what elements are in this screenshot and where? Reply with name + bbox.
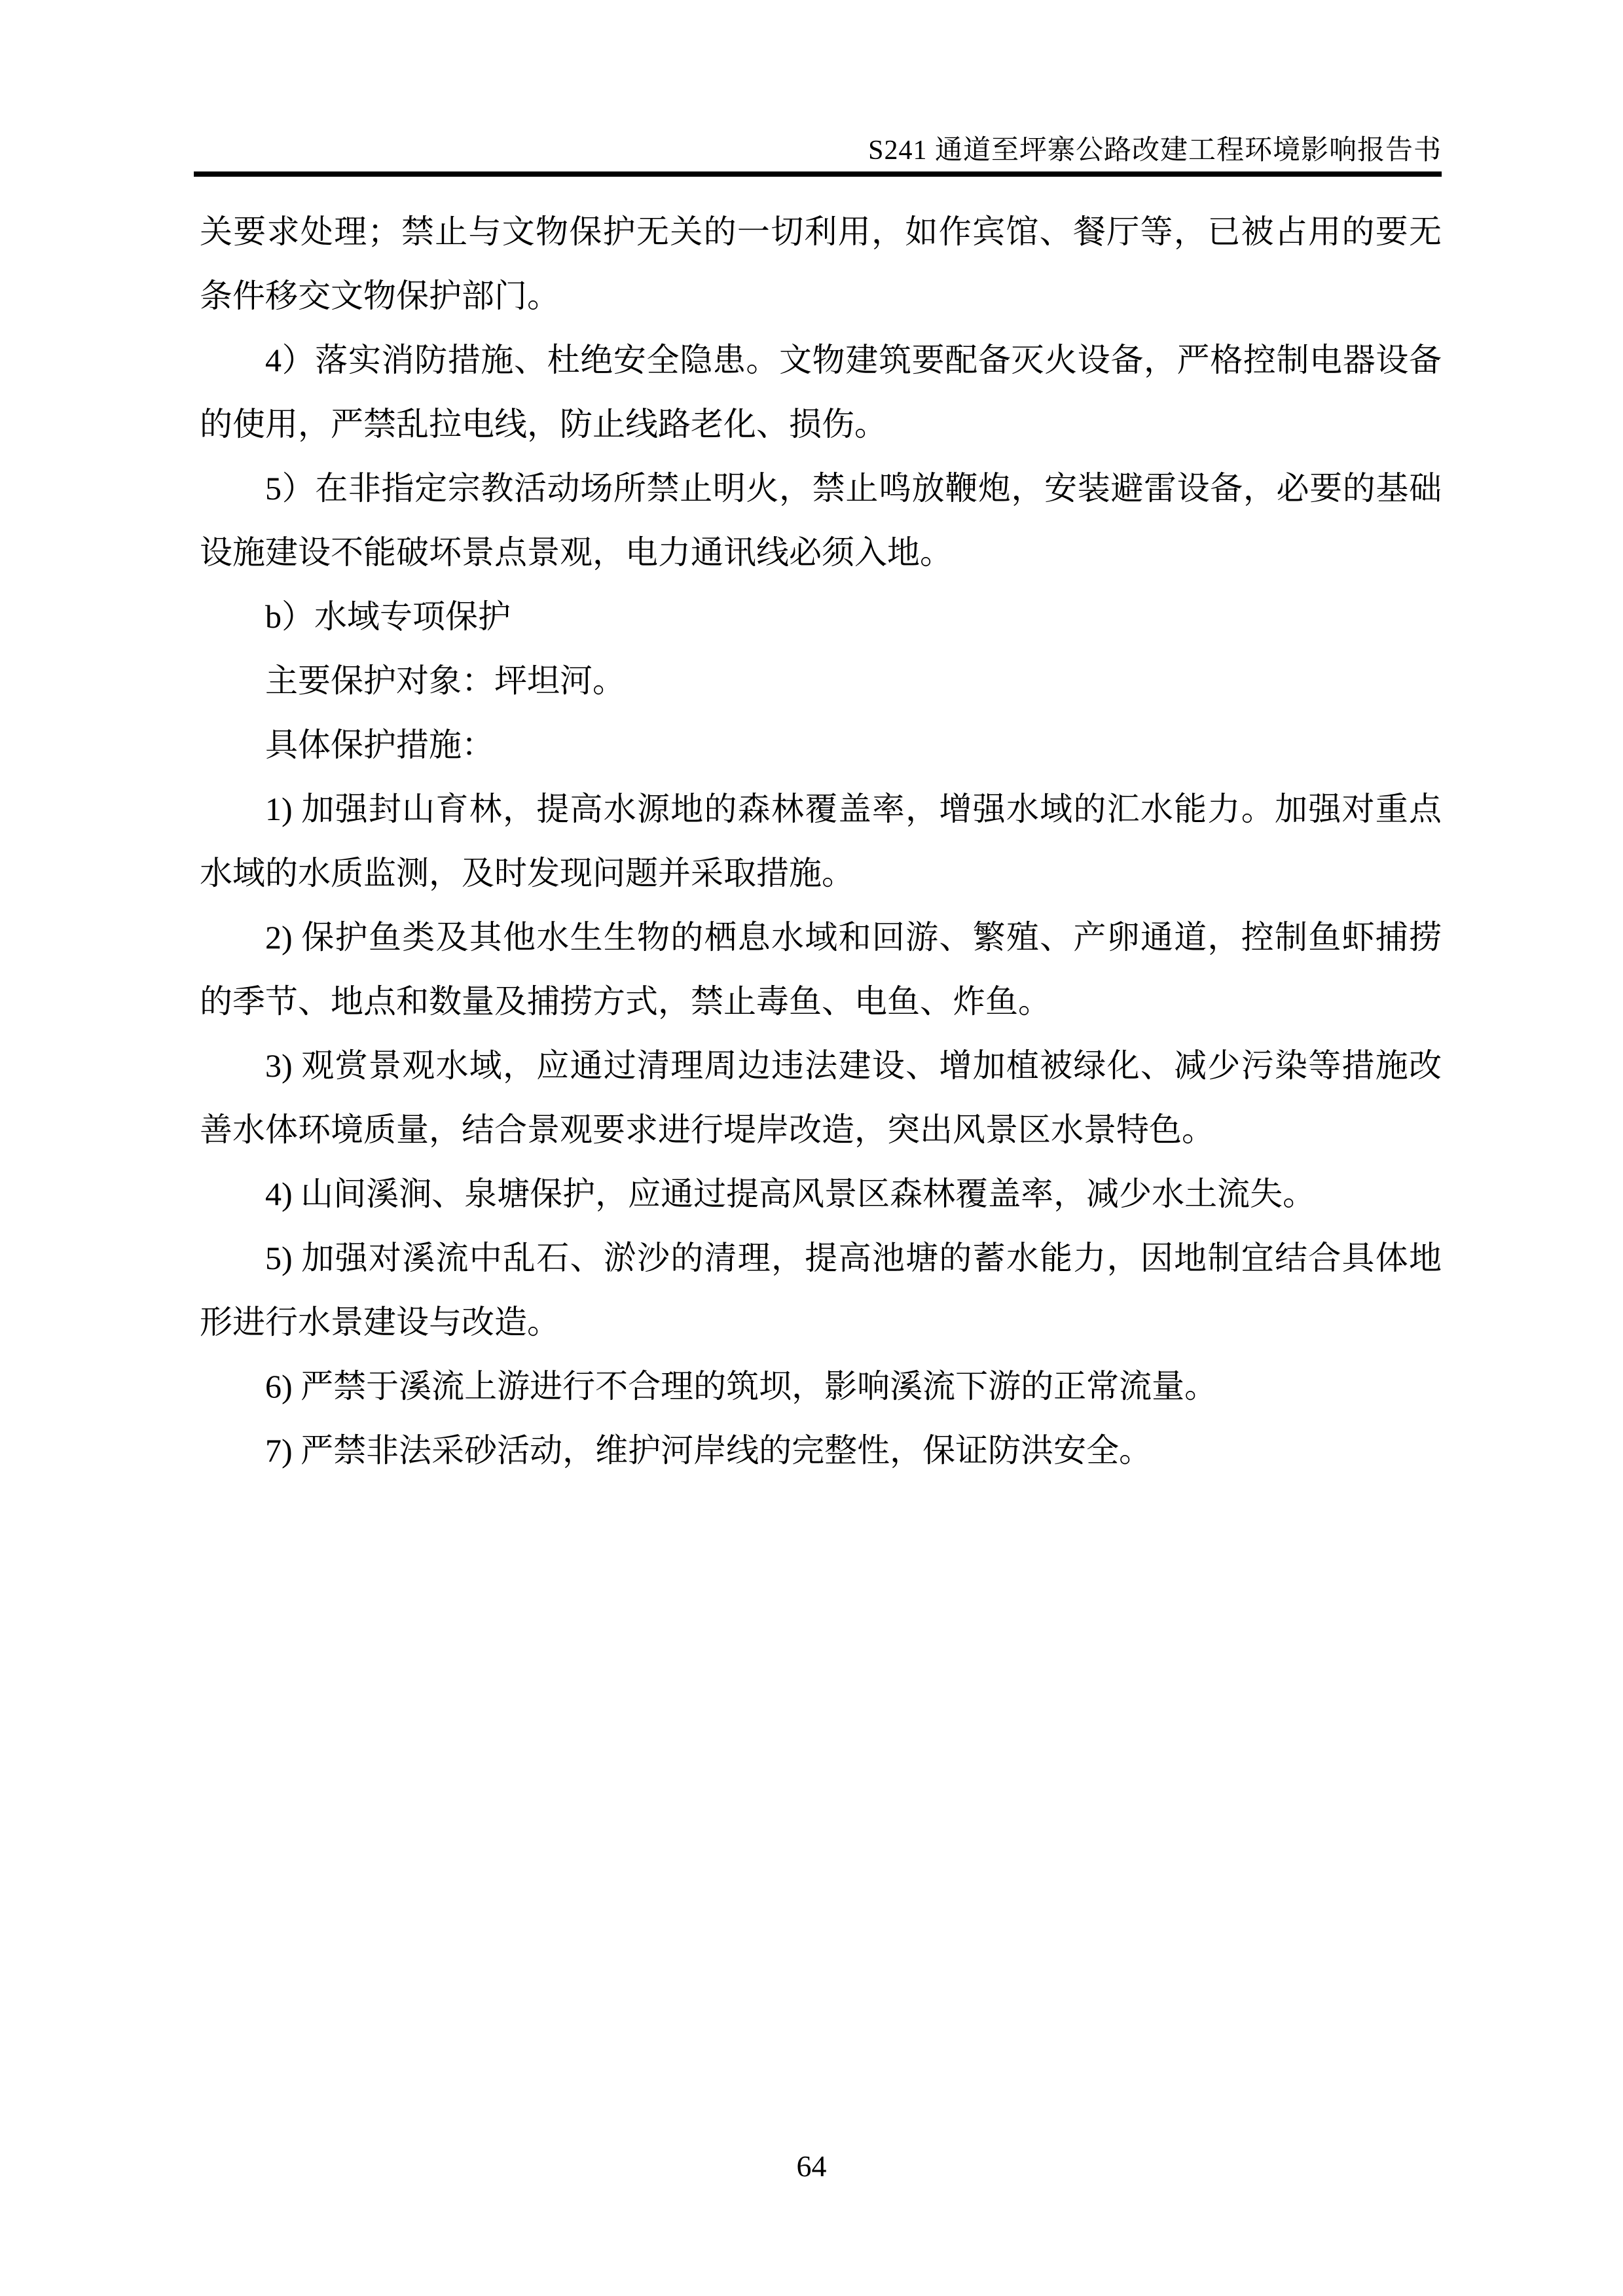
paragraph-item-4-fire: 4）落实消防措施、杜绝安全隐患。文物建筑要配备灭火设备，严格控制电器设备的使用，严禁乱拉电线，防止线路老化、损伤。 xyxy=(200,342,1442,442)
paragraph-measure-7: 7) 严禁非法采砂活动，维护河岸线的完整性，保证防洪安全。 xyxy=(265,1432,1152,1469)
paragraph-measure-4: 4) 山间溪涧、泉塘保护，应通过提高风景区森林覆盖率，减少水土流失。 xyxy=(265,1175,1316,1212)
paragraph-item-5-religious: 5）在非指定宗教活动场所禁止明火，禁止鸣放鞭炮，安装避雷设备，必要的基础设施建设不能破坏景点景观，电力通讯线必须入地。 xyxy=(200,470,1442,571)
paragraph-section-b-title: b）水域专项保护 xyxy=(265,598,511,635)
paragraph-continuation: 关要求处理；禁止与文物保护无关的一切利用，如作宾馆、餐厅等，已被占用的要无条件移交文物保护部门。 xyxy=(200,213,1442,314)
paragraph-measure-5: 5) 加强对溪流中乱石、淤沙的清理，提高池塘的蓄水能力，因地制宜结合具体地形进行水景建设与改造。 xyxy=(200,1240,1442,1340)
paragraph-protection-target: 主要保护对象：坪坦河。 xyxy=(265,662,625,699)
paragraph-measures-label: 具体保护措施： xyxy=(265,726,494,763)
page-footer xyxy=(0,2149,1623,2183)
paragraph-measure-6: 6) 严禁于溪流上游进行不合理的筑坝，影响溪流下游的正常流量。 xyxy=(265,1368,1218,1405)
header-rule xyxy=(194,171,1442,177)
paragraph-measure-1: 1) 加强封山育林，提高水源地的森林覆盖率，增强水域的汇水能力。加强对重点水域的水质监测，及时发现问题并采取措施。 xyxy=(200,791,1442,891)
paragraph-measure-2: 2) 保护鱼类及其他水生生物的栖息水域和回游、繁殖、产卵通道，控制鱼虾捕捞的季节、地点和数量及捕捞方式，禁止毒鱼、电鱼、炸鱼。 xyxy=(200,919,1442,1020)
document-body xyxy=(200,200,1442,1482)
page-header xyxy=(200,135,1442,166)
header-title: S241 通道至坪寨公路改建工程环境影响报告书 xyxy=(868,135,1442,166)
paragraph-measure-3: 3) 观赏景观水域，应通过清理周边违法建设、增加植被绿化、减少污染等措施改善水体环境质量，结合景观要求进行堤岸改造，突出风景区水景特色。 xyxy=(200,1047,1442,1148)
page-number: 64 xyxy=(796,2149,827,2183)
